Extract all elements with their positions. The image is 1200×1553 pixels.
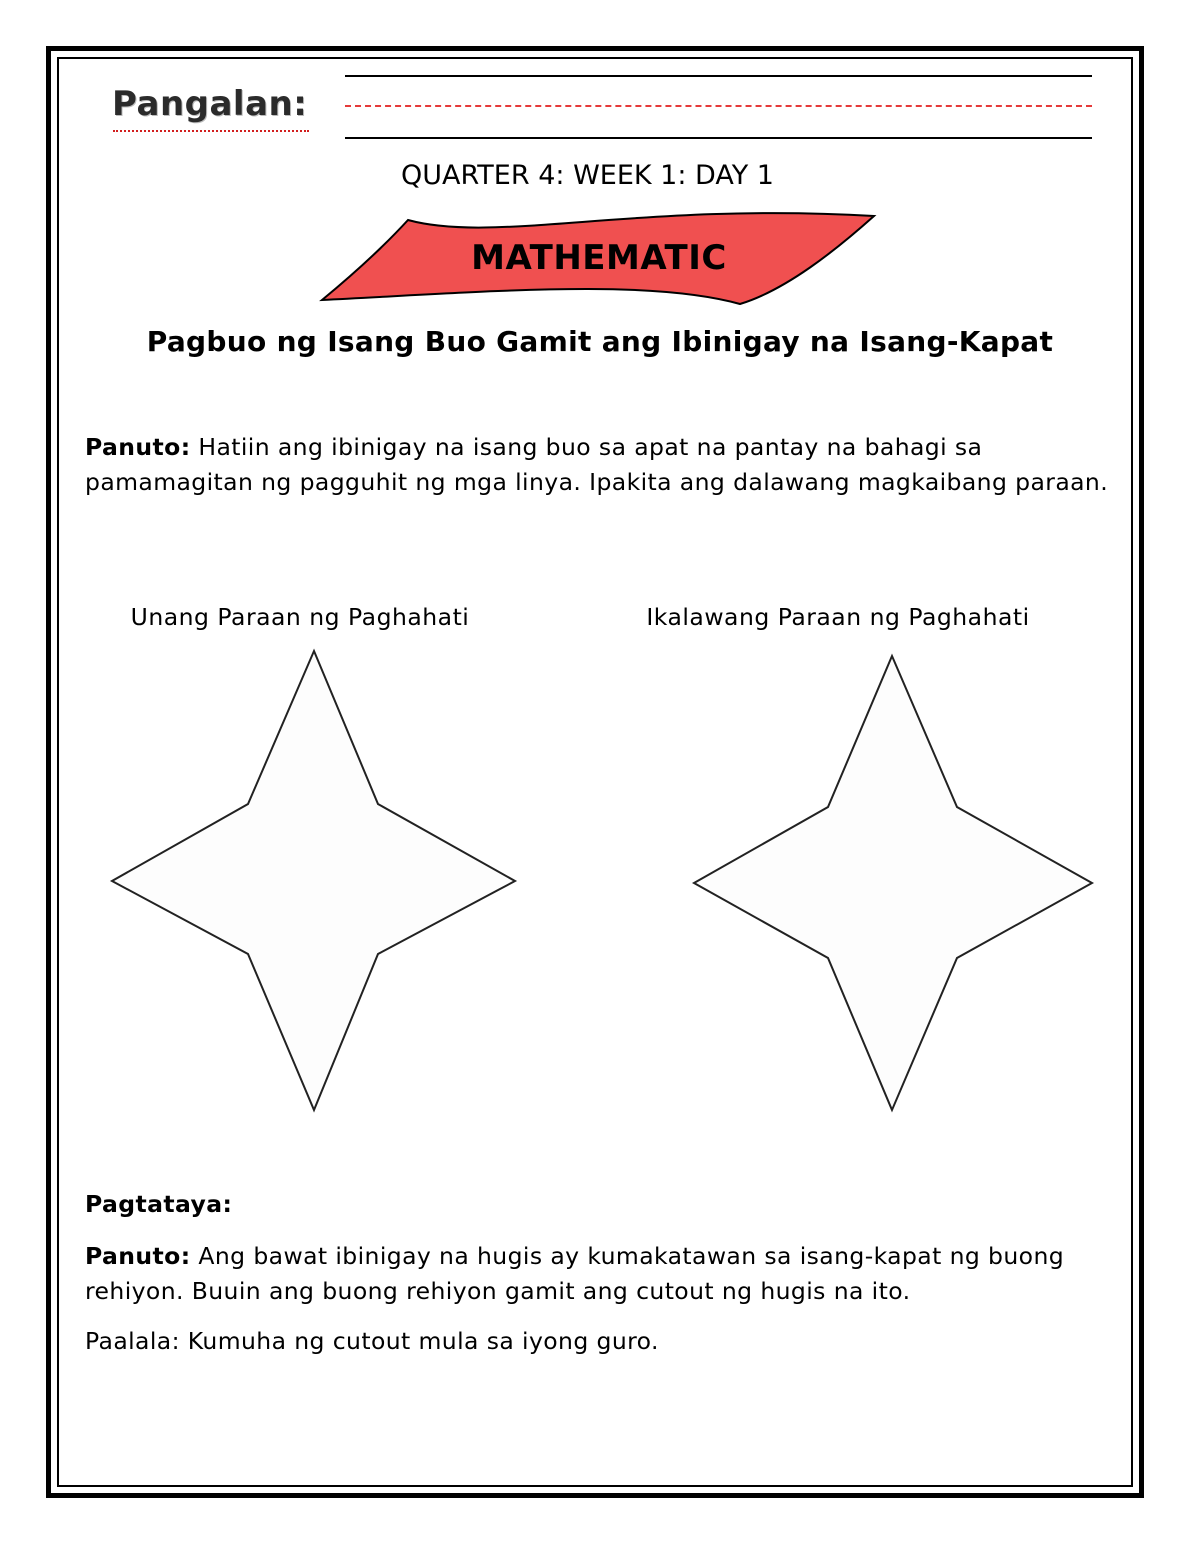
assessment-instruction-label: Panuto: [85, 1242, 191, 1270]
name-line-bottom [345, 137, 1092, 139]
four-point-star-2 [680, 640, 1110, 1120]
spellcheck-underline [113, 130, 309, 132]
name-line-top [345, 75, 1092, 77]
lesson-title: Pagbuo ng Isang Buo Gamit ang Ibinigay na Isang-Kapat [146, 325, 1054, 358]
name-label: Pangalan: [112, 84, 308, 124]
instruction-label: Panuto: [85, 433, 191, 461]
four-point-star-1 [100, 640, 530, 1120]
instruction-paragraph [85, 430, 1125, 500]
name-line-middle [345, 105, 1092, 107]
quarter-heading: QUARTER 4: WEEK 1: DAY 1 [401, 160, 774, 191]
method-2-label: Ikalawang Paraan ng Paghahati [646, 603, 1030, 631]
assessment-instruction-text: Ang bawat ibinigay na hugis ay kumakatawan sa isang-kapat ng buong rehiyon. Buuin ang buong rehiyon gamit ang cutout ng hugis na ito. [85, 1242, 1065, 1305]
reminder-text: Paalala: Kumuha ng cutout mula sa iyong guro. [85, 1327, 659, 1355]
star-1-outline [112, 651, 515, 1110]
method-1-label: Unang Paraan ng Paghahati [130, 603, 470, 631]
instruction-text: Hatiin ang ibinigay na isang buo sa apat na pantay na bahagi sa pamamagitan ng pagguhit ng mga linya. Ipakita ang dalawang magkaibang paraan. [85, 433, 1109, 496]
subject-label: MATHEMATIC [471, 238, 727, 278]
star-2-outline [694, 656, 1092, 1110]
assessment-heading: Pagtataya: [85, 1190, 233, 1218]
assessment-instruction [85, 1239, 1125, 1309]
